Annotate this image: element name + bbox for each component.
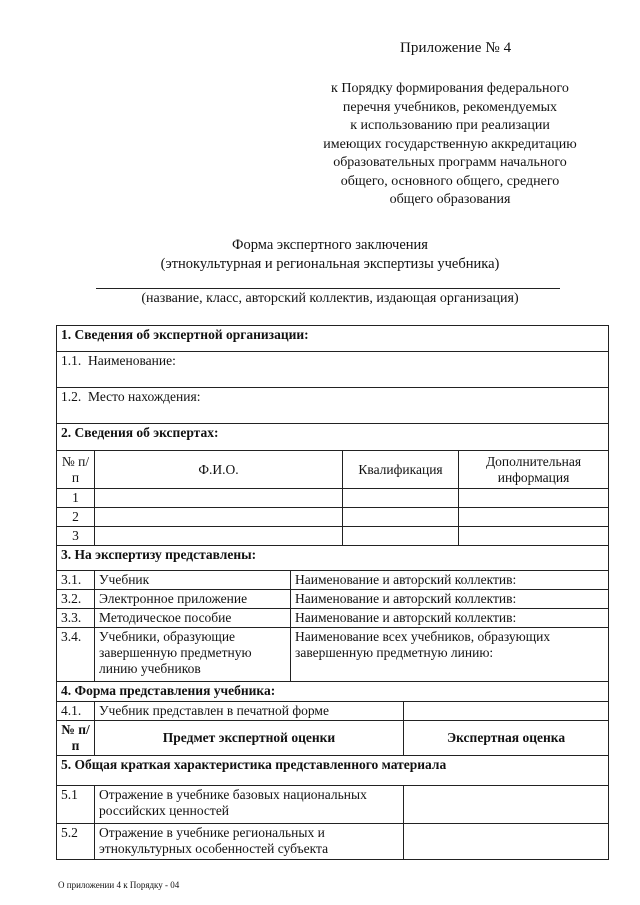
org-location-row[interactable]	[57, 388, 609, 424]
appendix-line: имеющих государственную аккредитацию	[323, 136, 577, 152]
row-number: 3.3.	[57, 609, 95, 628]
section-2-title: 2. Сведения об экспертах:	[57, 424, 609, 451]
experts-col-number: № п/п	[57, 451, 95, 489]
textbook-name-caption: (название, класс, авторский коллектив, издающая организация)	[141, 291, 519, 306]
print-form-label: Учебник представлен в печатной форме	[95, 702, 404, 721]
org-name-row[interactable]	[57, 352, 609, 388]
expert-qualification-cell[interactable]	[343, 508, 459, 527]
expert-row-number: 2	[57, 508, 95, 527]
eval-col-subject: Предмет экспертной оценки	[95, 721, 404, 756]
row-number: 1.1.	[61, 353, 82, 368]
form-heading	[80, 236, 580, 274]
row-number: 5.1	[57, 786, 95, 824]
submitted-item-label: Электронное приложение	[95, 590, 291, 609]
expert-fio-cell[interactable]	[95, 527, 343, 546]
expert-conclusion-table	[56, 325, 609, 860]
row-number: 1.2.	[61, 389, 82, 404]
expert-qualification-cell[interactable]	[343, 489, 459, 508]
appendix-line: к Порядку формирования федерального	[331, 81, 569, 96]
section-4-title: 4. Форма представления учебника:	[57, 682, 609, 702]
expert-row-number: 3	[57, 527, 95, 546]
eval-subject-cell: Отражение в учебнике региональных и этнокультурных особенностей субъекта	[95, 824, 404, 860]
expert-fio-cell[interactable]	[95, 508, 343, 527]
row-number: 3.2.	[57, 590, 95, 609]
eval-score-cell[interactable]	[404, 824, 609, 860]
appendix-line: к использованию при реализации	[350, 118, 550, 133]
eval-col-number: № п/п	[57, 721, 95, 756]
eval-subject-cell: Отражение в учебнике базовых национальных российских ценностей	[95, 786, 404, 824]
section-3-title: 3. На экспертизу представлены:	[57, 546, 609, 571]
print-form-value[interactable]	[404, 702, 609, 721]
submitted-item-label: Учебник	[95, 571, 291, 590]
submitted-item-label: Методическое пособие	[95, 609, 291, 628]
eval-col-score: Экспертная оценка	[404, 721, 609, 756]
submitted-item-value[interactable]: Наименование и авторский коллектив:	[291, 590, 609, 609]
row-number: 4.1.	[57, 702, 95, 721]
textbook-name-line[interactable]	[96, 288, 560, 289]
expert-info-cell[interactable]	[459, 527, 609, 546]
appendix-line: общего, основного общего, среднего	[340, 173, 560, 189]
org-name-label: Наименование:	[88, 353, 176, 368]
submitted-item-value[interactable]: Наименование всех учебников, образующих завершенную предметную линию:	[291, 628, 609, 682]
row-number: 3.4.	[57, 628, 95, 682]
experts-col-info: Дополнительная информация	[459, 451, 609, 489]
expert-info-cell[interactable]	[459, 489, 609, 508]
expert-fio-cell[interactable]	[95, 489, 343, 508]
submitted-item-label: Учебники, образующие завершенную предметную линию учебников	[95, 628, 291, 682]
section-1-title: 1. Сведения об экспертной организации:	[57, 326, 609, 352]
submitted-item-value[interactable]: Наименование и авторский коллектив:	[291, 609, 609, 628]
org-location-label: Место нахождения:	[88, 389, 201, 404]
expert-info-cell[interactable]	[459, 508, 609, 527]
experts-col-fio: Ф.И.О.	[95, 451, 343, 489]
expert-row-number: 1	[57, 489, 95, 508]
appendix-line: образовательных программ начального	[333, 155, 567, 170]
appendix-subtitle	[300, 80, 600, 210]
appendix-line: перечня учебников, рекомендуемых	[342, 99, 558, 115]
page-footer: О приложении 4 к Порядку - 04	[58, 880, 180, 890]
submitted-item-value[interactable]: Наименование и авторский коллектив:	[291, 571, 609, 590]
form-subtitle: (этнокультурная и региональная экспертизы учебника)	[160, 256, 500, 272]
section-5-title: 5. Общая краткая характеристика представленного материала	[57, 756, 609, 786]
eval-score-cell[interactable]	[404, 786, 609, 824]
experts-col-qualification: Квалификация	[343, 451, 459, 489]
row-number: 3.1.	[57, 571, 95, 590]
form-title: Форма экспертного заключения	[232, 237, 428, 253]
expert-qualification-cell[interactable]	[343, 527, 459, 546]
appendix-line: общего образования	[389, 192, 511, 207]
appendix-title: Приложение № 4	[400, 40, 512, 56]
row-number: 5.2	[57, 824, 95, 860]
